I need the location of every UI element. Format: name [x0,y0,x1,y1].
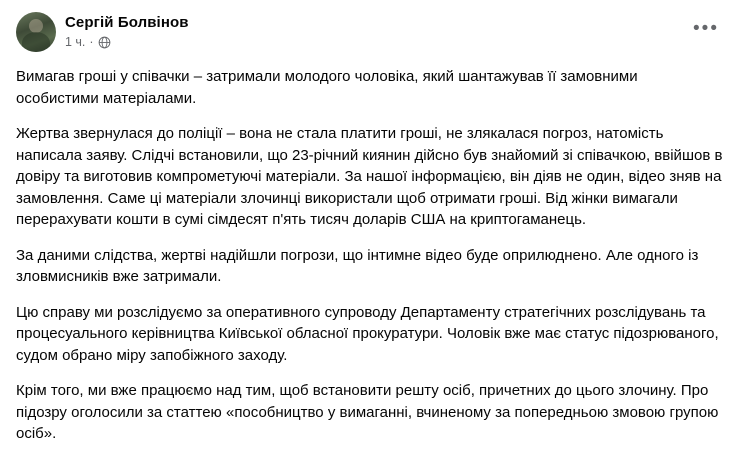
meta-separator: · [89,35,94,49]
post-paragraph: За даними слідства, жертві надійшли погрози, що інтимне відео буде оприлюднено. Але одного із зловмисників вже затримали. [16,246,699,285]
post-more-options-icon[interactable]: ••• [693,18,719,39]
post-paragraph: Крім того, ми вже працюємо над тим, щоб встановити решту осіб, причетних до цього злочину. Про підозру оголосили за статтею «пособництво у вимаганні, вчиненому за попередньою змовою групою осіб». [16,382,719,442]
post-meta [65,34,189,50]
post-header-text [65,12,189,50]
post-paragraph: Цю справу ми розслідуємо за оперативного супроводу Департаменту стратегічних розслідувань та процесуального керівництва Київської обласної прокуратури. Чоловік вже має статус підозрюваного, судом обрано міру запобіжного заходу. [16,303,719,364]
post-header [16,12,724,56]
avatar[interactable] [16,12,56,52]
author-name[interactable]: Сергій Болвінов [65,14,189,31]
globe-icon[interactable] [98,36,111,49]
post-paragraph: Вимагав гроші у співачки – затримали молодого чоловіка, який шантажував її замовними особистими матеріалами. [16,68,638,107]
post-body [16,66,724,445]
post-timestamp[interactable]: 1 ч. [65,35,86,49]
post-paragraph: Жертва звернулася до поліції – вона не стала платити гроші, не злякалася погроз, натомість написала заяву. Слідчі встановили, що 23-річний киянин дійсно був знайомий зі співачкою, ввійшов в довіру та виготовив компрометуючі матеріали. За нашої інформацією, він діяв не один, відео зняв на замовлення. Саме ці матеріали злочинці використали щоб отримати гроші. Від жінки вимагали перерахувати кошти в сумі сімдесят п'ять тисяч доларів США на криптогаманець. [16,125,723,228]
